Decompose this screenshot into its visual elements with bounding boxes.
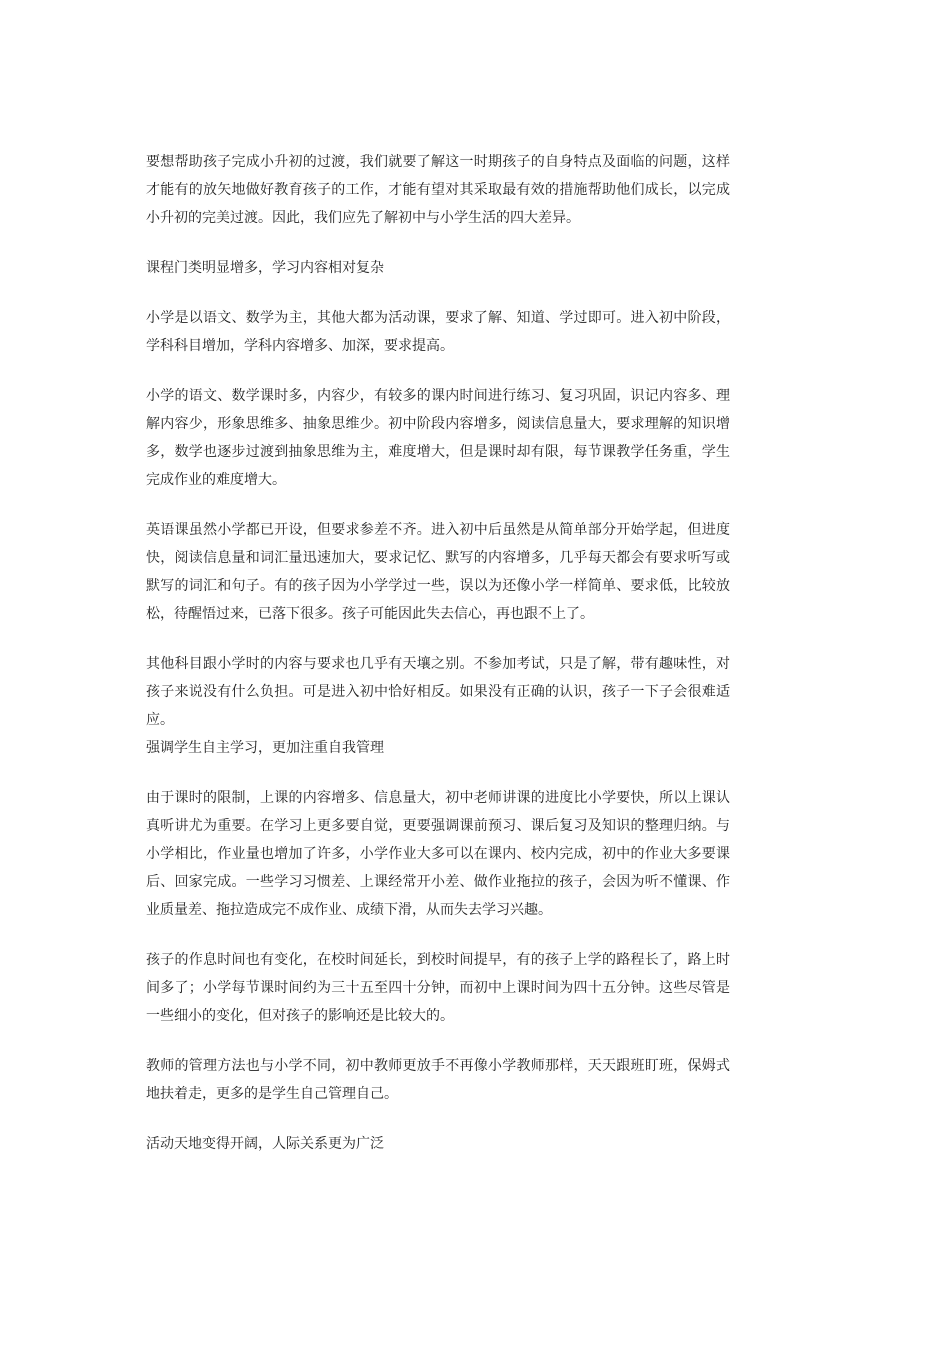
section-heading-self-management: 强调学生自主学习，更加注重自我管理 — [146, 740, 384, 756]
paragraph-schedule: 孩子的作息时间也有变化，在校时间延长，到校时间提早，有的孩子上学的路程长了，路上时间多了；小学每节课时间约为三十五至四十分钟，而初中上课时间为四十五分钟。这些尽管是一些细小的变化，但对孩子的影响还是比较大的。 — [146, 952, 730, 1024]
paragraph-teacher-management: 教师的管理方法也与小学不同，初中教师更放手不再像小学教师那样，天天跟班盯班，保姆式地扶着走，更多的是学生自己管理自己。 — [146, 1058, 730, 1102]
paragraph-english: 英语课虽然小学都已开设，但要求参差不齐。进入初中后虽然是从简单部分开始学起，但进度快，阅读信息量和词汇量迅速加大，要求记忆、默写的内容增多，几乎每天都会有要求听写或默写的词汇和句子。有的孩子因为小学学过一些，误以为还像小学一样简单、要求低，比较放松，待醒悟过来，已落下很多。孩子可能因此失去信心，再也跟不上了。 — [146, 522, 730, 622]
intro-paragraph: 要想帮助孩子完成小升初的过渡，我们就要了解这一时期孩子的自身特点及面临的问题，这样才能有的放矢地做好教育孩子的工作，才能有望对其采取最有效的措施帮助他们成长，以完成小升初的完美过渡。因此，我们应先了解初中与小学生活的四大差异。 — [146, 154, 730, 226]
section-heading-courses: 课程门类明显增多，学习内容相对复杂 — [146, 260, 384, 276]
paragraph-subjects: 小学是以语文、数学为主，其他大都为活动课，要求了解、知道、学过即可。进入初中阶段，学科科目增加，学科内容增多、加深，要求提高。 — [146, 310, 730, 354]
paragraph-chinese-math: 小学的语文、数学课时多，内容少，有较多的课内时间进行练习、复习巩固，识记内容多、理解内容少，形象思维多、抽象思维少。初中阶段内容增多，阅读信息量大，要求理解的知识增多，数学也逐步过渡到抽象思维为主，难度增大，但是课时却有限，每节课教学任务重，学生完成作业的难度增大。 — [146, 388, 730, 488]
document-body — [146, 148, 730, 1180]
paragraph-other-subjects: 其他科目跟小学时的内容与要求也几乎有天壤之别。不参加考试，只是了解，带有趣味性，对孩子来说没有什么负担。可是进入初中恰好相反。如果没有正确的认识，孩子一下子会很难适应。 — [146, 656, 730, 728]
section-heading-activities: 活动天地变得开阔，人际关系更为广泛 — [146, 1136, 384, 1152]
paragraph-class-hours: 由于课时的限制，上课的内容增多、信息量大，初中老师讲课的进度比小学要快，所以上课认真听讲尤为重要。在学习上更多要自觉，更要强调课前预习、课后复习及知识的整理归纳。与小学相比，作业量也增加了许多，小学作业大多可以在课内、校内完成，初中的作业大多要课后、回家完成。一些学习习惯差、上课经常开小差、做作业拖拉的孩子，会因为听不懂课、作业质量差、拖拉造成完不成作业、成绩下滑，从而失去学习兴趣。 — [146, 790, 730, 918]
